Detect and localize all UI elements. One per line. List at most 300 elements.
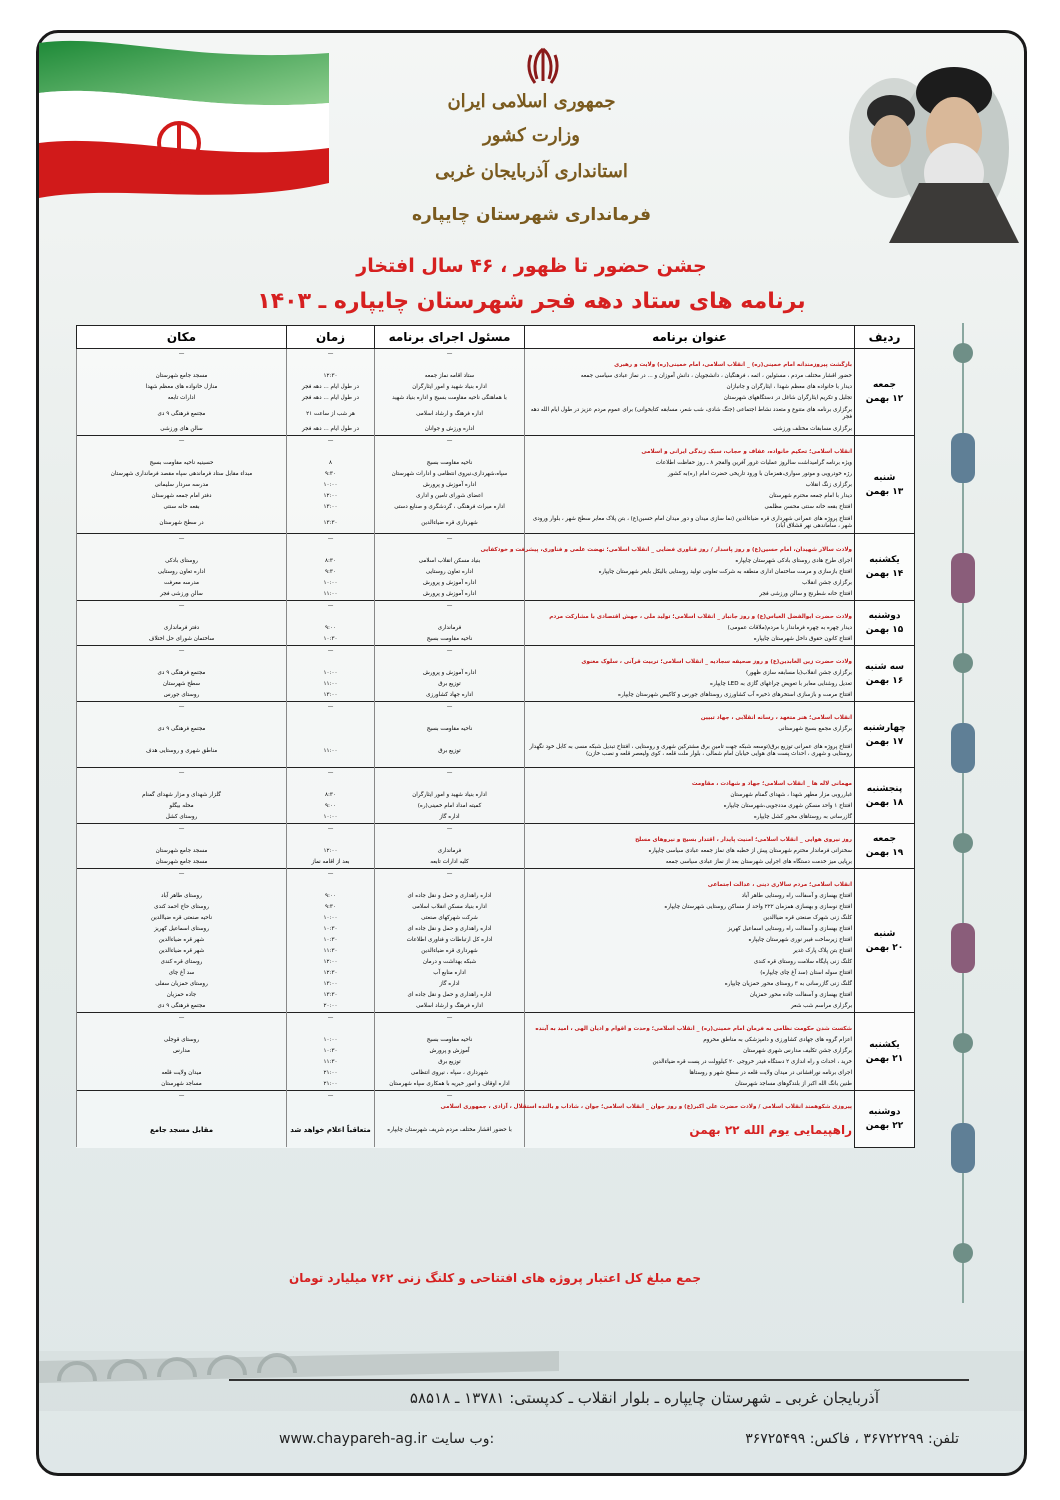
responsible-cell: با حضور اقشار مختلف مردم شریف شهرستان چایپاره bbox=[375, 1113, 525, 1147]
place-cell: مجتمع فرهنگی ۹ دی bbox=[77, 724, 287, 735]
place-cell bbox=[77, 1057, 287, 1068]
occasion-text: روز نیروی هوایی _ انقلاب اسلامی؛ امنیت پایدار ، اقتدار بسیج و نیروهای مسلح bbox=[525, 835, 855, 846]
time-cell: ۱۱:۰۰ bbox=[287, 679, 375, 690]
dash-cell: — bbox=[375, 349, 525, 361]
dash-cell: — bbox=[77, 646, 287, 658]
program-title-cell: افتتاح پروژه های عمرانی شهرداری قره ضیاءالدین (نما سازی میدان و دور میدان امام حسین(ع) ، بتن پلاک معابر سطح شهر ، بلوار ورودی شهر ، ساماندهی نهر قشلاق آباد) bbox=[525, 513, 855, 534]
responsible-cell: اداره آموزش و پرورش bbox=[375, 589, 525, 601]
occasion-row bbox=[77, 545, 915, 556]
program-title-cell: افتتاح خانه شطرنج و سالن ورزشی فجر bbox=[525, 589, 855, 601]
blank-cell bbox=[525, 768, 855, 780]
place-cell: روستای حاج احمد کندی bbox=[77, 902, 287, 913]
table-row bbox=[77, 436, 915, 448]
table-row bbox=[77, 371, 915, 382]
program-title-cell: برگزاری جشن تکلیف مدارس شهری شهرستان bbox=[525, 1046, 855, 1057]
place-cell: روستای قره کندی bbox=[77, 957, 287, 968]
time-cell: ۱۰:۰۰ bbox=[287, 578, 375, 589]
empty-cell bbox=[375, 1024, 525, 1035]
empty-cell bbox=[287, 360, 375, 371]
footer-phone: تلفن: ۳۶۷۲۲۲۹۹ ، فاکس: ۳۶۷۲۵۴۹۹ bbox=[745, 1431, 959, 1447]
program-title-cell: خرید ، احداث و راه اندازی ۲ دستگاه فیدر خروجی ۲۰ کیلوولت در پست قره ضیاءالدین bbox=[525, 1057, 855, 1068]
time-cell: ۸ bbox=[287, 458, 375, 469]
blank-cell bbox=[525, 534, 855, 546]
responsible-cell: اداره راهداری و حمل و نقل جاده ای bbox=[375, 891, 525, 902]
place-cell: مسجد جامع شهرستان bbox=[77, 371, 287, 382]
day-weekday: دوشنبه bbox=[868, 611, 901, 621]
place-cell: شهر قره ضیاءالدین bbox=[77, 935, 287, 946]
occasion-text: انقلاب اسلامی؛ مردم سالاری دینی ، عدالت اجتماعی bbox=[525, 880, 855, 891]
day-date: ۲۰ بهمن bbox=[865, 942, 904, 953]
time-cell: ۸:۳۰ bbox=[287, 790, 375, 801]
day-cell bbox=[855, 436, 915, 534]
table-row bbox=[77, 1046, 915, 1057]
program-title-cell: برگزاری مجمع بسیج شهرستانی bbox=[525, 724, 855, 735]
empty-cell bbox=[287, 835, 375, 846]
empty-cell bbox=[287, 779, 375, 790]
time-cell: ۱۳:۳۰ bbox=[287, 990, 375, 1001]
table-row bbox=[77, 513, 915, 534]
place-cell: مجتمع فرهنگی ۹ دی bbox=[77, 1001, 287, 1013]
place-cell: روستای طاهر آباد bbox=[77, 891, 287, 902]
dash-cell: — bbox=[287, 436, 375, 448]
place-cell: روستای بادکی bbox=[77, 556, 287, 567]
program-title-cell: افتتاح مرمت و بازسازی استخرهای ذخیره آب کشاورزی روستاهای جورس و کاکیس شهرستان چایپاره bbox=[525, 690, 855, 702]
responsible-cell: اداره فرهنگ و ارشاد اسلامی bbox=[375, 404, 525, 424]
time-cell: ۱۱:۰۰ bbox=[287, 589, 375, 601]
program-title-cell: برگزاری جشن انقلاب bbox=[525, 578, 855, 589]
table-row bbox=[77, 790, 915, 801]
dash-cell: — bbox=[287, 601, 375, 613]
place-cell: روستای قوجلی bbox=[77, 1035, 287, 1046]
time-cell: ۱۲:۰۰ bbox=[287, 491, 375, 502]
table-row bbox=[77, 979, 915, 990]
day-date: ۱۸ بهمن bbox=[865, 797, 904, 808]
responsible-cell: ناحیه مقاومت بسیج bbox=[375, 1035, 525, 1046]
empty-cell bbox=[375, 447, 525, 458]
responsible-cell: فرمانداری bbox=[375, 846, 525, 857]
empty-cell bbox=[77, 1102, 287, 1113]
dash-cell: — bbox=[77, 824, 287, 836]
blank-cell bbox=[525, 869, 855, 881]
empty-cell bbox=[77, 447, 287, 458]
program-title-cell: ویژه برنامه گرامیداشت سالروز عملیات غرور آفرین والفجر ۸ ـ روز حفاظت اطلاعات bbox=[525, 458, 855, 469]
time-cell: ۱۲:۰۰ bbox=[287, 846, 375, 857]
table-row bbox=[77, 1035, 915, 1046]
dash-cell: — bbox=[287, 702, 375, 714]
table-row bbox=[77, 502, 915, 513]
responsible-cell: کلیه ادارات تابعه bbox=[375, 857, 525, 869]
table-row bbox=[77, 404, 915, 424]
table-row bbox=[77, 601, 915, 613]
occasion-text: ولادت سالار شهیدان، امام حسین(ع) و روز پاسدار / روز فناوری فضایی _ انقلاب اسلامی؛ نهضت علمی و فناوری، پیشرفت و خودکفایی bbox=[525, 545, 855, 556]
table-row bbox=[77, 458, 915, 469]
table-row bbox=[77, 968, 915, 979]
occasion-row bbox=[77, 1024, 915, 1035]
program-title-cell: تجلیل و تکریم ایثارگران شاغل در دستگاههای شهرستان bbox=[525, 393, 855, 404]
day-weekday: شنبه bbox=[873, 928, 896, 939]
empty-cell bbox=[375, 880, 525, 891]
empty-cell bbox=[287, 1102, 375, 1113]
responsible-cell: اداره آموزش و پرورش bbox=[375, 578, 525, 589]
time-cell: ۸:۳۰ bbox=[287, 556, 375, 567]
occasion-row bbox=[77, 1102, 915, 1113]
place-cell: بقعه خانه سنتی bbox=[77, 502, 287, 513]
time-cell: ۱۰:۰۰ bbox=[287, 812, 375, 824]
table-row bbox=[77, 556, 915, 567]
day-cell bbox=[855, 1091, 915, 1148]
place-cell: ادارات تابعه bbox=[77, 393, 287, 404]
dash-cell: — bbox=[287, 1091, 375, 1103]
time-cell: ۹:۳۰ bbox=[287, 567, 375, 578]
day-cell bbox=[855, 349, 915, 436]
time-cell: ۲۰:۰۰ bbox=[287, 1001, 375, 1013]
program-title-cell: برگزاری مراسم شب شعر bbox=[525, 1001, 855, 1013]
program-title-cell: دیدار با امام جمعه محترم شهرستان bbox=[525, 491, 855, 502]
day-cell bbox=[855, 1013, 915, 1091]
place-cell: روستای اسماعیل کهریز bbox=[77, 924, 287, 935]
responsible-cell: شرکت شهرکهای صنعتی bbox=[375, 913, 525, 924]
place-cell: منازل خانواده های معظم شهدا bbox=[77, 382, 287, 393]
table-row bbox=[77, 812, 915, 824]
day-cell bbox=[855, 869, 915, 1013]
program-title-cell: اجرای برنامه نورافشانی در میدان ولایت قلعه در سطح شهر و روستاها bbox=[525, 1068, 855, 1079]
day-weekday: جمعه bbox=[872, 380, 897, 390]
time-cell bbox=[287, 724, 375, 735]
responsible-cell: بنیاد مسکن انقلاب اسلامی bbox=[375, 556, 525, 567]
program-title-cell: کلنگ زنی پایگاه سلامت روستای قره کندی bbox=[525, 957, 855, 968]
table-row bbox=[77, 768, 915, 780]
time-cell: ۹:۰۰ bbox=[287, 891, 375, 902]
program-title-cell: برپایی میز خدمت دستگاه های اجرایی شهرستان بعد از نماز عبادی سیاسی جمعه bbox=[525, 857, 855, 869]
table-row bbox=[77, 957, 915, 968]
occasion-row bbox=[77, 779, 915, 790]
empty-cell bbox=[287, 1024, 375, 1035]
table-row bbox=[77, 534, 915, 546]
table-row bbox=[77, 702, 915, 714]
responsible-cell: فرمانداری bbox=[375, 623, 525, 634]
table-row bbox=[77, 646, 915, 658]
time-cell: در طول ایام ... دهه فجر bbox=[287, 393, 375, 404]
program-title-cell: تعدیل روشنایی معابر با تعویض چراغهای گازی به LED چایپاره bbox=[525, 679, 855, 690]
table-row bbox=[77, 1057, 915, 1068]
place-cell: در سطح شهرستان bbox=[77, 513, 287, 534]
program-title-cell: افتتاح بهسازی و آسفالت راه روستایی اسماعیل کهریز bbox=[525, 924, 855, 935]
day-weekday: شنبه bbox=[873, 472, 896, 483]
table-row bbox=[77, 1068, 915, 1079]
table-row bbox=[77, 990, 915, 1001]
dash-cell: — bbox=[77, 869, 287, 881]
time-cell: در طول ایام ... دهه فجر bbox=[287, 382, 375, 393]
place-cell: روستای حمزیان سفلی bbox=[77, 979, 287, 990]
day-date: ۱۷ بهمن bbox=[865, 736, 904, 747]
dash-cell: — bbox=[375, 824, 525, 836]
day-date: ۲۱ بهمن bbox=[865, 1053, 904, 1064]
empty-cell bbox=[77, 657, 287, 668]
dash-cell: — bbox=[77, 601, 287, 613]
column-header-responsible: مسئول اجرای برنامه bbox=[375, 326, 525, 349]
day-weekday: پنجشنبه bbox=[866, 783, 903, 794]
place-cell: ساختمان شورای حل اختلاف bbox=[77, 634, 287, 646]
program-table-wrapper bbox=[76, 325, 914, 1148]
empty-cell bbox=[287, 713, 375, 724]
time-cell: ۱۰:۳۰ bbox=[287, 1046, 375, 1057]
blank-cell bbox=[525, 702, 855, 714]
column-header-row-number: ردیف bbox=[855, 326, 915, 349]
program-title-cell: اجرای طرح هادی روستای بادکی شهرستان چایپاره bbox=[525, 556, 855, 567]
empty-cell bbox=[77, 360, 287, 371]
dash-cell: — bbox=[287, 824, 375, 836]
blank-cell bbox=[525, 1091, 855, 1103]
responsible-cell: اداره گاز bbox=[375, 812, 525, 824]
day-date: ۱۵ بهمن bbox=[865, 625, 904, 635]
place-cell: سالن های ورزشی bbox=[77, 424, 287, 436]
table-row bbox=[77, 382, 915, 393]
table-row bbox=[77, 567, 915, 578]
place-cell: مدارس bbox=[77, 1046, 287, 1057]
day-weekday: جمعه bbox=[872, 834, 897, 844]
day-weekday: سه شنبه bbox=[864, 661, 905, 672]
program-title-cell: گازرسانی به روستاهای محور کشل چایپاره bbox=[525, 812, 855, 824]
place-cell: دفتر امام جمعه شهرستان bbox=[77, 491, 287, 502]
table-row bbox=[77, 690, 915, 702]
time-cell: بعد از اقامه نماز bbox=[287, 857, 375, 869]
table-row bbox=[77, 578, 915, 589]
empty-cell bbox=[375, 657, 525, 668]
event-title: جشن حضور تا ظهور ، ۴۶ سال افتخار bbox=[356, 255, 707, 277]
day-date: ۱۴ بهمن bbox=[865, 569, 904, 579]
time-cell: ۹:۰۰ bbox=[287, 801, 375, 812]
time-cell: ۱۲:۳۰ bbox=[287, 968, 375, 979]
place-cell: محله بیگلو bbox=[77, 801, 287, 812]
table-row bbox=[77, 1079, 915, 1091]
responsible-cell: اداره ورزش و جوانان bbox=[375, 424, 525, 436]
footer-website-block bbox=[279, 1431, 599, 1447]
program-table bbox=[76, 325, 915, 1148]
dash-cell: — bbox=[77, 349, 287, 361]
program-title-cell: برگزاری زنگ انقلاب bbox=[525, 480, 855, 491]
occasion-row bbox=[77, 447, 915, 458]
place-cell: مسجد جامع شهرستان bbox=[77, 857, 287, 869]
responsible-cell: اداره آموزش و پرورش bbox=[375, 668, 525, 679]
empty-cell bbox=[375, 835, 525, 846]
table-row bbox=[77, 1113, 915, 1147]
program-title-cell: افتتاح پروژه های عمرانی توزیع برق(توسعه شبکه جهت تامین برق مشترکین شهری و روستایی ، افتتاح تبدیل شبکه مسی به کابل خود نگهدار روستایی و شهری ، احداث پست های هوایی خیابان امام شمالی ، بلوار ملت قلعه ، کوی ولیعصر قلعه و نصب خازن) bbox=[525, 735, 855, 768]
table-row bbox=[77, 1091, 915, 1103]
day-cell bbox=[855, 601, 915, 646]
place-cell: اداره تعاون روستایی bbox=[77, 567, 287, 578]
place-cell: روستای جورس bbox=[77, 690, 287, 702]
time-cell: ۱۰:۳۰ bbox=[287, 924, 375, 935]
blank-cell bbox=[525, 601, 855, 613]
dash-cell: — bbox=[287, 646, 375, 658]
program-title-cell: افتتاح بهسازی و آسفالت جاده محور حمزیان bbox=[525, 990, 855, 1001]
time-cell: ۱۰:۰۰ bbox=[287, 668, 375, 679]
table-row bbox=[77, 946, 915, 957]
table-row bbox=[77, 913, 915, 924]
responsible-cell: اداره راهداری و حمل و نقل جاده ای bbox=[375, 990, 525, 1001]
table-row bbox=[77, 623, 915, 634]
table-row bbox=[77, 393, 915, 404]
table-row bbox=[77, 424, 915, 436]
place-cell: مجتمع فرهنگی ۹ دی bbox=[77, 404, 287, 424]
place-cell: مدرسه معرفت bbox=[77, 578, 287, 589]
table-row bbox=[77, 480, 915, 491]
footer-divider bbox=[229, 1379, 969, 1381]
time-cell: ۲۱:۰۰ bbox=[287, 1068, 375, 1079]
empty-cell bbox=[287, 612, 375, 623]
table-row bbox=[77, 924, 915, 935]
place-cell: جاده حمزیان bbox=[77, 990, 287, 1001]
occasion-row bbox=[77, 713, 915, 724]
dash-cell: — bbox=[375, 436, 525, 448]
responsible-cell: اداره اوقاف و امور خیریه با همکاری سپاه شهرستان bbox=[375, 1079, 525, 1091]
blank-cell bbox=[525, 1013, 855, 1025]
empty-cell bbox=[375, 360, 525, 371]
empty-cell bbox=[287, 545, 375, 556]
responsible-cell: ناحیه مقاومت بسیج bbox=[375, 634, 525, 646]
responsible-cell: شهرداری قره ضیاءالدین bbox=[375, 946, 525, 957]
program-title-cell: برگزاری مسابقات مختلف ورزشی bbox=[525, 424, 855, 436]
day-cell bbox=[855, 534, 915, 601]
empty-cell bbox=[77, 880, 287, 891]
empty-cell bbox=[77, 713, 287, 724]
responsible-cell: ناحیه مقاومت بسیج bbox=[375, 724, 525, 735]
program-title-cell: افتتاح نوسازی و بهسازی همزمان ۲۲۲ واحد از مساکن روستایی شهرستان چایپاره bbox=[525, 902, 855, 913]
place-cell: مسجد جامع شهرستان bbox=[77, 846, 287, 857]
program-title-cell: راهپیمایی یوم الله ۲۲ بهمن bbox=[525, 1113, 855, 1147]
program-title-cell: افتتاح بتن پلاک پارک غدیر bbox=[525, 946, 855, 957]
time-cell: ۲۱:۰۰ bbox=[287, 1079, 375, 1091]
empty-cell bbox=[375, 779, 525, 790]
table-row bbox=[77, 491, 915, 502]
program-title-cell: افتتاح ۱ واحد مسکن شهری مددجویی،شهرستان چایپاره bbox=[525, 801, 855, 812]
place-cell: مدرسه سردار سلیمانی bbox=[77, 480, 287, 491]
dash-cell: — bbox=[375, 1013, 525, 1025]
empty-cell bbox=[375, 612, 525, 623]
day-weekday: چهارشنبه bbox=[863, 722, 906, 733]
dash-cell: — bbox=[77, 1013, 287, 1025]
occasion-row bbox=[77, 360, 915, 371]
program-title-cell: سخنرانی فرماندار محترم شهرستان پیش از خطبه های نماز جمعه عبادی سیاسی چایپاره bbox=[525, 846, 855, 857]
dash-cell: — bbox=[287, 768, 375, 780]
table-row bbox=[77, 801, 915, 812]
time-cell: ۱۳:۰۰ bbox=[287, 502, 375, 513]
table-row bbox=[77, 735, 915, 768]
responsible-cell: آموزش و پرورش bbox=[375, 1046, 525, 1057]
empty-cell bbox=[375, 713, 525, 724]
table-header-row bbox=[77, 326, 915, 349]
dash-cell: — bbox=[287, 869, 375, 881]
province-heading: استانداری آذربایجان غربی bbox=[435, 161, 628, 182]
ministry-heading: وزارت کشور bbox=[483, 125, 580, 146]
place-cell: مجتمع فرهنگی ۹ دی bbox=[77, 668, 287, 679]
occasion-text: بازگشت پیروزمندانه امام خمینی(ره) _ انقلاب اسلامی، امام خمینی(ره) ولایت و رهبری bbox=[525, 360, 855, 371]
dash-cell: — bbox=[77, 1091, 287, 1103]
place-cell: شهر قره ضیاءالدین bbox=[77, 946, 287, 957]
place-cell: مبداء مقابل ستاد فرماندهی سپاه مقصد فرمانداری شهرستان bbox=[77, 469, 287, 480]
place-cell: میدان ولایت قلعه bbox=[77, 1068, 287, 1079]
footer-website-label: وب سایت: bbox=[431, 1431, 495, 1447]
responsible-cell: اداره منابع آب bbox=[375, 968, 525, 979]
empty-cell bbox=[77, 545, 287, 556]
responsible-cell: ستاد اقامه نماز جمعه bbox=[375, 371, 525, 382]
dash-cell: — bbox=[375, 534, 525, 546]
blank-cell bbox=[525, 349, 855, 361]
iran-emblem-icon bbox=[521, 45, 565, 89]
occasion-text: انقلاب اسلامی؛ تحکیم خانواده، عفاف و حجاب، سبک زندگی ایرانی و اسلامی bbox=[525, 447, 855, 458]
responsible-cell: سپاه،شهرداری،نیروی انتظامی و ادارات شهرستان bbox=[375, 469, 525, 480]
day-date: ۲۲ بهمن bbox=[865, 1120, 904, 1131]
time-cell: در طول ایام ... دهه فجر bbox=[287, 424, 375, 436]
dash-cell: — bbox=[77, 534, 287, 546]
program-title-cell: غبارروبی مزار مطهر شهدا ، شهدای گمنام شهرستان bbox=[525, 790, 855, 801]
program-title-cell: دیدار چهره به چهره فرماندار با مردم(ملاقات عمومی) bbox=[525, 623, 855, 634]
empty-cell bbox=[287, 447, 375, 458]
ornament-column-icon bbox=[945, 323, 981, 1303]
program-title-cell: برگزاری برنامه های متنوع و متعدد نشاط اجتماعی (جنگ شادی، شب شعر، مسابقه کتابخوانی) برای عموم مردم عزیز در طول ایام الله دهه فجر bbox=[525, 404, 855, 424]
responsible-cell: با هماهنگی ناحیه مقاومت بسیج و اداره بنیاد شهید bbox=[375, 393, 525, 404]
empty-cell bbox=[287, 880, 375, 891]
blank-cell bbox=[525, 436, 855, 448]
occasion-text: شکست شدن حکومت نظامی به فرمان امام خمینی(ره) _ انقلاب اسلامی؛ وحدت و اقوام و ادیان الهی ، امید به آینده bbox=[525, 1024, 855, 1035]
total-budget-text: جمع مبلغ کل اعتبار پروژه های افتتاحی و کلنگ زنی ۷۶۲ میلیارد تومان bbox=[289, 1271, 701, 1285]
footer-website-url[interactable]: www.chaypareh-ag.ir bbox=[279, 1431, 427, 1447]
responsible-cell: توزیع برق bbox=[375, 679, 525, 690]
time-cell: ۱۰:۰۰ bbox=[287, 913, 375, 924]
time-cell: ۱۲:۳۰ bbox=[287, 371, 375, 382]
time-cell: ۹:۳۰ bbox=[287, 902, 375, 913]
place-cell: گلزار شهدای و مزار شهدای گمنام bbox=[77, 790, 287, 801]
table-row bbox=[77, 634, 915, 646]
table-row bbox=[77, 469, 915, 480]
program-title-cell: گلنگ زنی گازرسانی به ۳ روستای محور حمزیان چایپاره bbox=[525, 979, 855, 990]
occasion-text: ولادت حضرت زین العابدین(ع) و روز صحیفه سجادیه _ انقلاب اسلامی؛ تربیت قرآنی ، سلوک معنوی bbox=[525, 657, 855, 668]
table-row bbox=[77, 679, 915, 690]
responsible-cell: اداره تعاون روستایی bbox=[375, 567, 525, 578]
time-cell: ۱۳:۰۰ bbox=[287, 979, 375, 990]
occasion-row bbox=[77, 880, 915, 891]
place-cell: مقابل مسجد جامع bbox=[77, 1113, 287, 1147]
program-title-cell: افتتاح بهسازی و آسفالت راه روستایی طاهر آباد bbox=[525, 891, 855, 902]
responsible-cell: شهرداری ، سپاه ، نیروی انتظامی bbox=[375, 1068, 525, 1079]
day-date: ۱۳ بهمن bbox=[865, 486, 904, 497]
responsible-cell: شبکه بهداشت و درمان bbox=[375, 957, 525, 968]
place-cell: مساجد شهرستان bbox=[77, 1079, 287, 1091]
empty-cell bbox=[77, 1024, 287, 1035]
dash-cell: — bbox=[375, 702, 525, 714]
responsible-cell: اداره گاز bbox=[375, 979, 525, 990]
program-title-cell: افتتاح سوله استان (سد آغ چای چایپاره) bbox=[525, 968, 855, 979]
empty-cell bbox=[77, 612, 287, 623]
occasion-text: مهمانی لاله ها _ انقلاب اسلامی؛ جهاد و شهادت ، مقاومت bbox=[525, 779, 855, 790]
blank-cell bbox=[525, 824, 855, 836]
table-row bbox=[77, 891, 915, 902]
time-cell: ۱۳:۰۰ bbox=[287, 690, 375, 702]
time-cell: ۱۱:۳۰ bbox=[287, 1057, 375, 1068]
program-title-cell: حضور اقشار مختلف مردم ، مسئولین ، ائمه ، فرهنگیان ، دانشجویان ، دانش آموزان و ... در نماز عبادی سیاسی جمعه bbox=[525, 371, 855, 382]
dash-cell: — bbox=[375, 646, 525, 658]
day-date: ۱۲ بهمن bbox=[865, 394, 904, 404]
place-cell: سالن ورزشی فجر bbox=[77, 589, 287, 601]
day-date: ۱۹ بهمن bbox=[865, 848, 904, 858]
country-heading: جمهوری اسلامی ایران bbox=[447, 91, 616, 112]
program-title-cell: کلنگ زنی شهرک صنعتی قره ضیاالدین bbox=[525, 913, 855, 924]
dash-cell: — bbox=[287, 349, 375, 361]
time-cell: ۱۰:۰۰ bbox=[287, 480, 375, 491]
day-date: ۱۶ بهمن bbox=[865, 675, 904, 686]
responsible-cell: اداره بنیاد مسکن انقلاب اسلامی bbox=[375, 902, 525, 913]
table-row bbox=[77, 869, 915, 881]
